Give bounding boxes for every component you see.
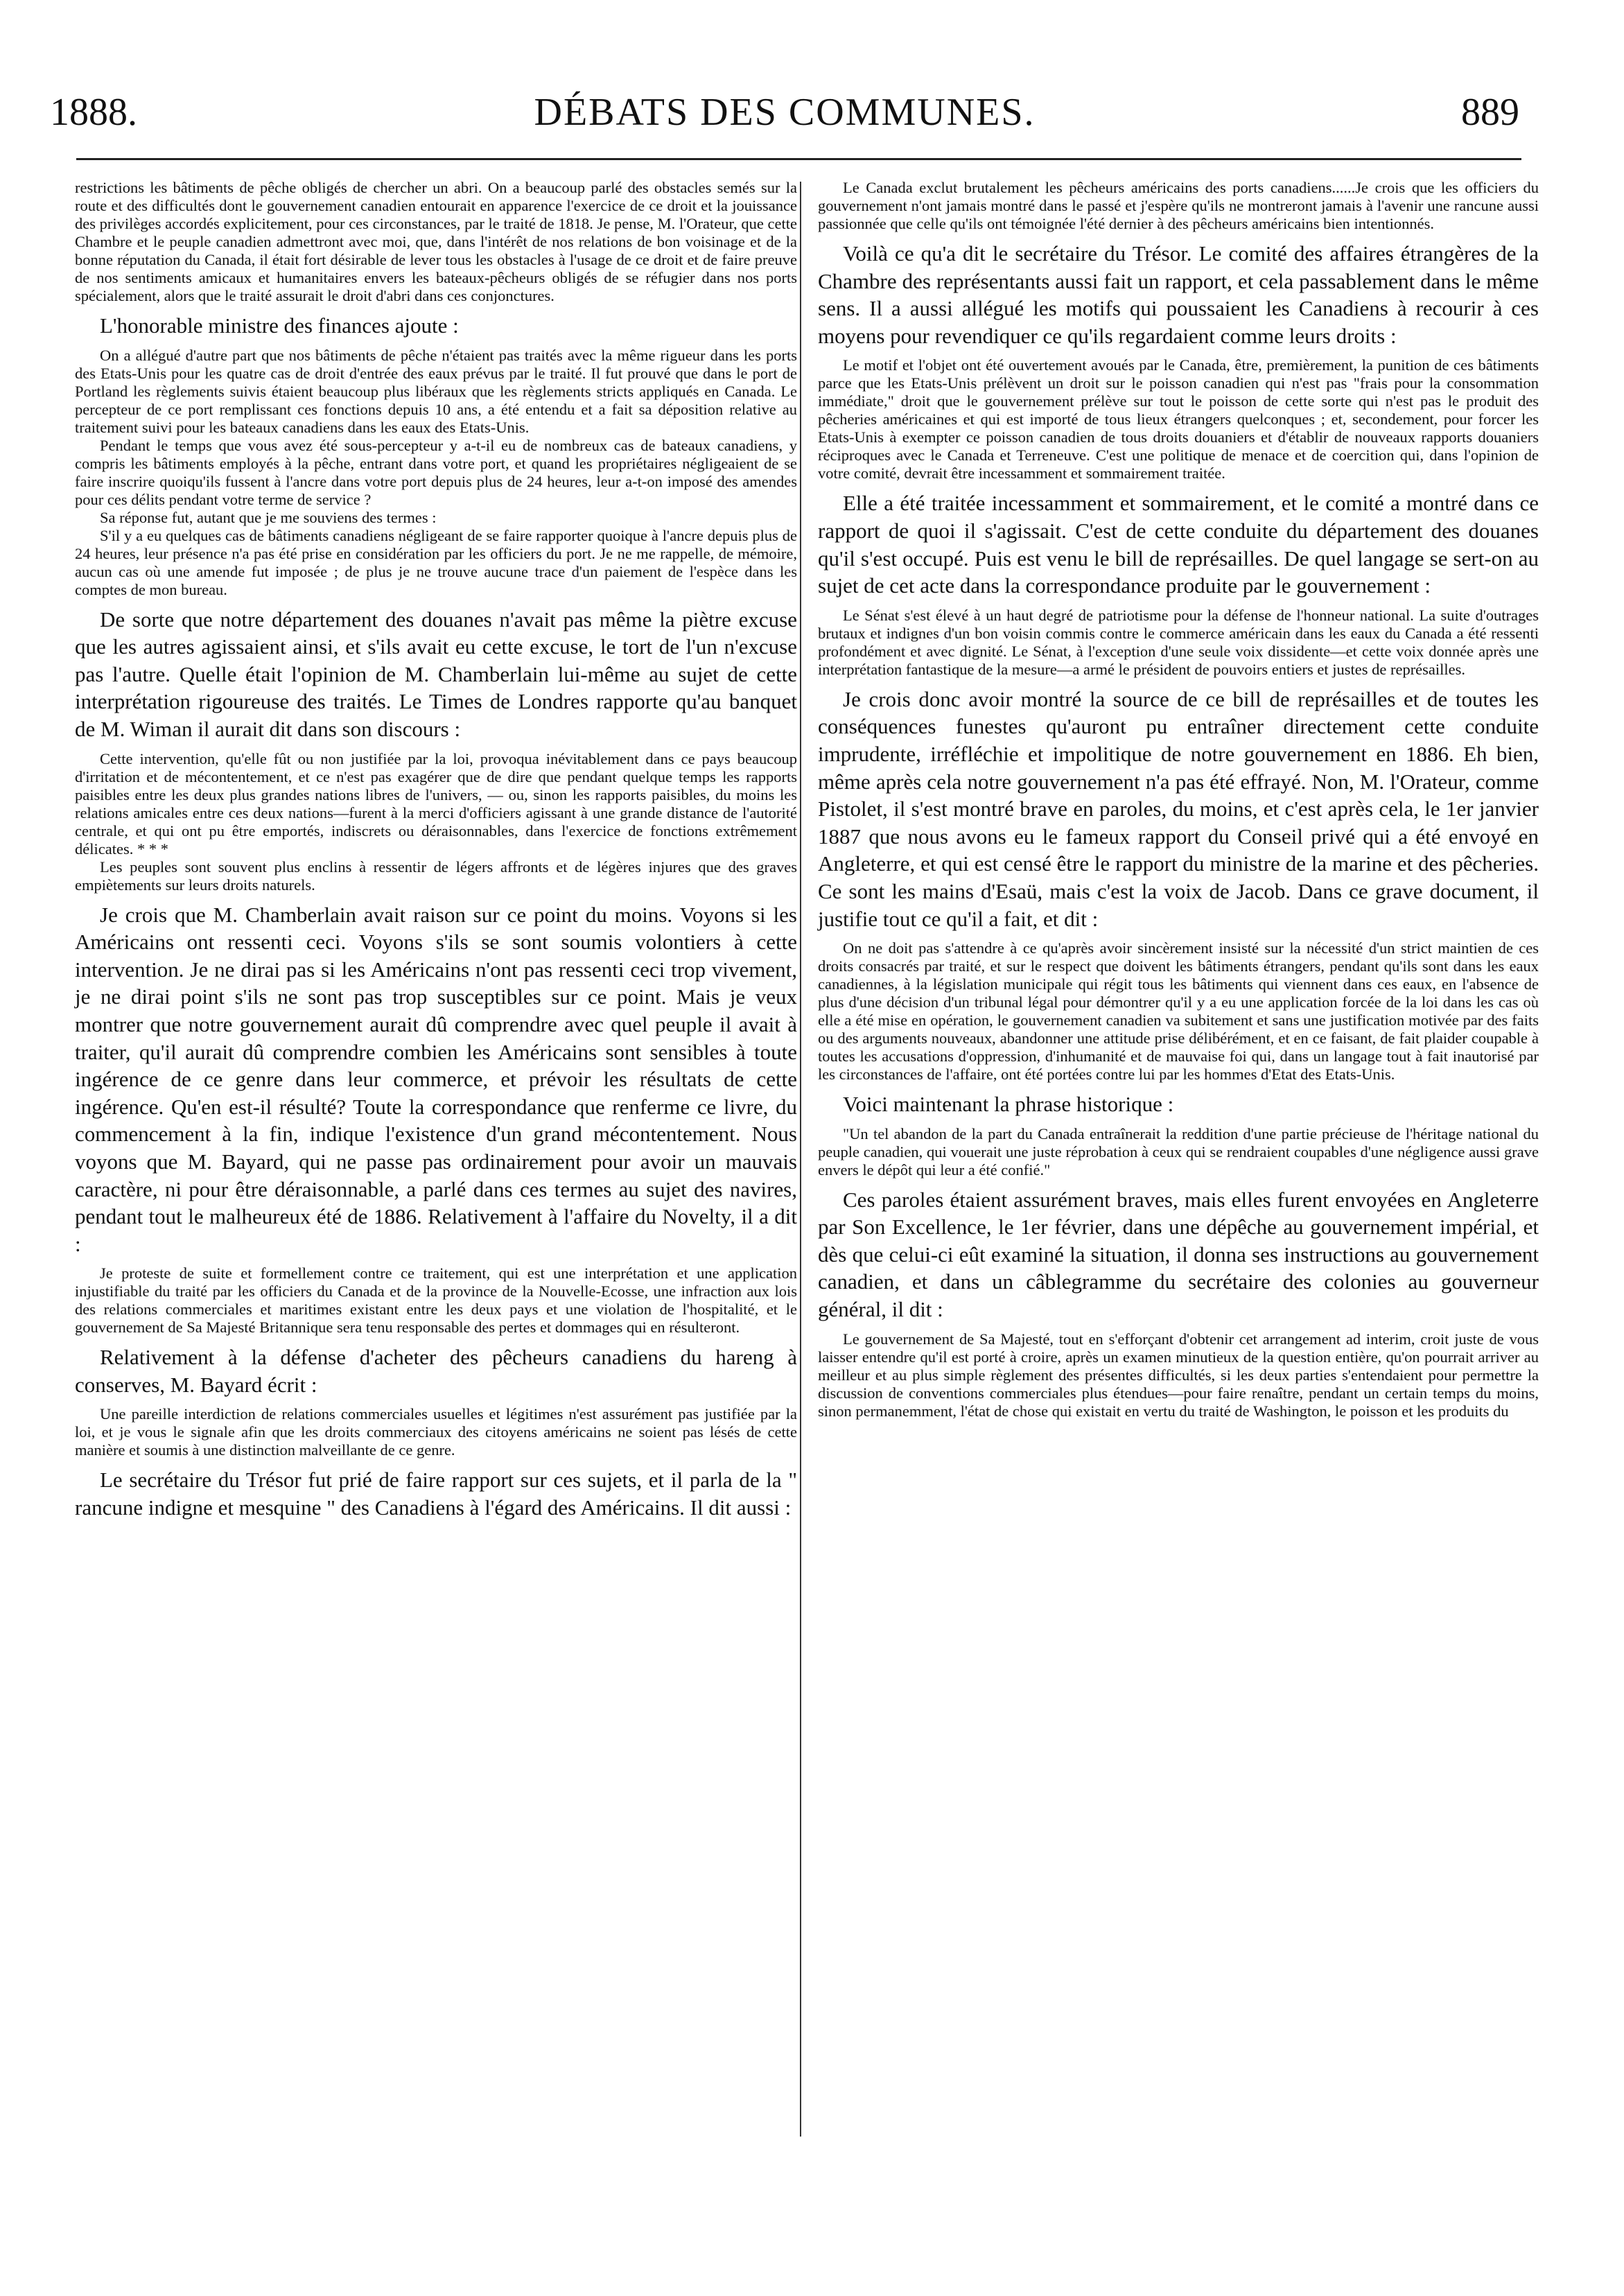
quote: Le motif et l'objet ont été ouvertement avoués par le Canada, être, premièrement, la punition de ces bâtiments parce que les Etats-Unis prélèvent un droit sur le poisson canadien qui n'est pas "frais pour la consommation immédiate," droit que le gouvernement prélève sur tout le poisson de cette sorte qui n'est pas le produit des pêcheries américaines et qui est importé de tous lieux étrangers quelconques ; et, secondement, pour forcer les Etats-Unis à exempter ce poisson canadien de tous droits douaniers et d'établir de nouveaux rapports douaniers réciproques avec le Canada et Terreneuve. C'est une politique de menace et de coercition qui, dans l'opinion de votre comité, devrait être incessamment et sommairement traitée.: [818, 356, 1539, 482]
paragraph: Ces paroles étaient assurément braves, mais elles furent envoyées en Angleterre par Son Excellence, le 1er février, dans une dépêche au gouvernement impérial, et dès que celui-ci eût examiné la situation, il donna ses instructions au gouvernement canadien, et dans un câblegramme du secrétaire des colonies au gouverneur général, il dit :: [818, 1187, 1539, 1322]
left-column: [75, 179, 797, 1522]
quote: S'il y a eu quelques cas de bâtiments canadiens négligeant de se faire rapporter quoique à l'ancre depuis plus de 24 heures, leur présence n'a pas été prise en considération par les officiers du port. Je ne me rappelle, de mémoire, aucun cas où une amende fut imposée ; de plus je ne trouve aucune trace d'un paiement de l'espèce dans les comptes de mon bureau.: [75, 526, 797, 598]
paragraph: Elle a été traitée incessamment et sommairement, et le comité a montré dans ce rapport de quoi il s'agissait. C'est de cette conduite du département des douanes qu'il s'est occupé. Puis est venu le bill de représailles. De quel langage se sert-on au sujet de cet acte dans la correspondance produite par le gouvernement :: [818, 491, 1539, 598]
paragraph: Voici maintenant la phrase historique :: [843, 1092, 1174, 1117]
quote: Je proteste de suite et formellement contre ce traitement, qui est une interprétation et une application injustifiable du traité par les officiers du Canada et de la province de la Nouvelle-Ecosse, une infraction aux lois des relations commerciales et maritimes existant entre les deux pays et une violation de l'hospitalité, et le gouvernement de Sa Majesté Britannique sera tenu responsable des pertes et dommages qui en résulteront.: [75, 1264, 797, 1337]
right-column: [818, 179, 1539, 1420]
header-title: DÉBATS DES COMMUNES.: [534, 91, 1036, 134]
paragraph: L'honorable ministre des finances ajoute :: [100, 313, 459, 338]
quote: Les peuples sont souvent plus enclins à ressentir de légers affronts et de légères injures que des graves empiètements sur leurs droits naturels.: [75, 858, 797, 894]
quote: Le Canada exclut brutalement les pêcheurs américains des ports canadiens......Je crois que les officiers du gouvernement n'ont jamais montré dans le passé et j'espère qu'ils ne montreront jamais à l'avenir une rancune aussi passionnée que celle qu'ils ont témoignée l'été dernier à des pêcheurs américains bien intentionnés.: [818, 179, 1539, 232]
quote: On a allégué d'autre part que nos bâtiments de pêche n'étaient pas traités avec la même rigueur dans les ports des Etats-Unis pour les quatre cas de droit d'entrée des eaux prévus par le traité. Il fut prouvé que dans le port de Portland les règlements suivis étaient beaucoup plus libéraux que les règlements stricts appliqués en Canada. Le percepteur de ce port remplissant ces fonctions depuis 10 ans, a été entendu et a fait sa déposition relative au traitement suivi pour les bateaux canadiens dans les eaux des Etats-Unis.: [75, 346, 797, 436]
quote: Le gouvernement de Sa Majesté, tout en s'efforçant d'obtenir cet arrangement ad interim, croit juste de vous laisser entendre qu'il est porté à croire, après un examen minutieux de la question entière, qu'on pourrait arriver au meilleur et au plus simple règlement des présentes difficultés, si les deux parties s'entendaient pour permettre la discussion de conventions commerciales plus étendues—pour faire renaître, pendant un certain temps du moins, sinon permanemment, l'état de chose qui existait en vertu du traité de Washington, le poisson et les produits du: [818, 1330, 1539, 1420]
quote: Cette intervention, qu'elle fût ou non justifiée par la loi, provoqua inévitablement dans ce pays beaucoup d'irritation et de mécontentement, et ce n'est pas exagérer que de dire que pendant quelque temps les rapports paisibles entre les deux plus grandes nations libres de l'univers, — ou, sinon les rapports paisibles, du moins les relations amicales entre ces deux nations—furent à la merci d'officiers agissant à une grande distance de l'autorité centrale, et qui ont pu être emportés, indiscrets ou déraisonnables, dans l'exercice de fonctions extrêmement délicates. * * *: [75, 749, 797, 858]
quote: Sa réponse fut, autant que je me souviens des termes :: [100, 508, 437, 526]
quote: Pendant le temps que vous avez été sous-percepteur y a-t-il eu de nombreux cas de bateaux canadiens, y compris les bâtiments employés à la pêche, entrant dans votre port, et quand les propriétaires négligeaient de se faire inscrire quoiqu'ils fussent à l'ancre dans votre port depuis plus de 24 heures, leur a-t-on imposé des amendes pour ces délits pendant votre terme de service ?: [75, 436, 797, 508]
running-head: [50, 85, 1519, 140]
column-divider: [800, 182, 801, 2137]
paragraph: Relativement à la défense d'acheter des pêcheurs canadiens du hareng à conserves, M. Bayard écrit :: [75, 1345, 797, 1397]
quote: On ne doit pas s'attendre à ce qu'après avoir sincèrement insisté sur la nécessité d'un strict maintien de ces droits consacrés par traité, et sur le respect que doivent les bâtiments étrangers, pendant qu'ils sont dans les eaux canadiennes, à la législation municipale qui régit tous les bâtiments qui viennent dans ces eaux, en l'absence de plus d'une décision d'un tribunal légal pour démontrer qu'il y a eu une application forcée de la loi dans les cas où elle a été mise en opération, le gouvernement canadien va subitement et sans une justification motivée par des faits ou des arguments nouveaux, abandonner une attitude prise délibérément, et en ce faisant, de fait plaider coupable à toutes les accusations d'oppression, d'inhumanité et de mauvaise foi qui, dans un langage tout à fait inautorisé par les circonstances de l'affaire, ont été portées contre lui par les hommes d'Etat des Etats-Unis.: [818, 939, 1539, 1084]
quote: Une pareille interdiction de relations commerciales usuelles et légitimes n'est assurément pas justifiée par la loi, et je vous le signale afin que les droits commerciaux des citoyens américains ne soient pas lésés de cette manière et soumis à une distinction malveillante de ce genre.: [75, 1405, 797, 1459]
paragraph: Voilà ce qu'a dit le secrétaire du Trésor. Le comité des affaires étrangères de la Chambre des représentants aussi fait un rapport, et cela passablement dans le même sens. Il a aussi allégué les motifs qui poussaient les Canadiens à recourir à ces moyens pour revendiquer ce qu'ils regardaient comme leurs droits :: [818, 241, 1539, 348]
quote: Le Sénat s'est élevé à un haut degré de patriotisme pour la défense de l'honneur national. La suite d'outrages brutaux et indignes d'un bon voisin commis contre le commerce américain dans les eaux du Canada a été ressenti profondément et avec dignité. Le Sénat, à l'exception d'une seule voix dissidente—et cette voix donnée après une interprétation fantastique de la mesure—a armé le président de pouvoirs entiers et justes de représailles.: [818, 606, 1539, 678]
header-page-number: 889: [1461, 91, 1519, 134]
quote: "Un tel abandon de la part du Canada entraînerait la reddition d'une partie précieuse de l'héritage national du peuple canadien, qui vouerait une juste réprobation à ceux qui se rendraient coupables d'une négligence aussi grave envers le dépôt qui leur a été confié.": [818, 1124, 1539, 1179]
paragraph: Le secrétaire du Trésor fut prié de faire rapport sur ces sujets, et il parla de la " rancune indigne et mesquine " des Canadiens à l'égard des Américains. Il dit aussi :: [75, 1468, 797, 1520]
paragraph: Je crois que M. Chamberlain avait raison sur ce point du moins. Voyons si les Américains ont ressenti ceci. Voyons s'ils se sont soumis volontiers à cette intervention. Je ne dirai pas si les Américains n'ont pas ressenti ceci trop vivement, je ne dirai point s'ils ne sont pas trop susceptibles sur ce point. Mais je veux montrer que notre gouvernement aurait dû comprendre avec quel peuple il avait à traiter, qu'il aurait dû comprendre combien les Américains sont sensibles à toute ingérence de ce genre dans leur commerce, et prévoir les résultats de cette ingérence. Qu'en est-il résulté? Toute la correspondance que renferme ce livre, du commencement à la fin, indique l'existence d'un grand mécontentement. Nous voyons que M. Bayard, qui ne passe pas ordinairement pour avoir un mauvais caractère, ni pour être déraisonnable, a parlé dans ces termes au sujet des navires, pendant tout le malheureux été de 1886. Relativement à l'affaire du Novelty, il a dit :: [75, 902, 797, 1256]
paragraph: restrictions les bâtiments de pêche obligés de chercher un abri. On a beaucoup parlé des obstacles semés sur la route et des difficultés dont le gouvernement canadien entourait en apparence l'exercice de ce droit et la jouissance des privilèges accordés explicitement, pour ces circonstances, par le traité de 1818. Je pense, M. l'Orateur, que cette Chambre et le peuple canadien admettront avec moi, que, dans l'intérêt de nos relations de bon voisinage et de la bonne réputation du Canada, il était fort désirable de lever tous les obstacles à l'usage de ce droit et de faire preuve de nos sentiments amicaux et humanitaires envers les bateaux-pêcheurs obligés de se réfugier dans nos ports spécialement, alors que le traité assurait le droit d'abri dans ces conjonctures.: [75, 179, 797, 304]
header-year: 1888.: [50, 91, 137, 134]
paragraph: De sorte que notre département des douanes n'avait pas même la piètre excuse que les autres agissaient ainsi, et s'ils avait eu cette excuse, le tort de l'un n'excuse pas l'autre. Quelle était l'opinion de M. Chamberlain lui-même au sujet de cette interprétation rigoureuse des traités. Le Times de Londres rapporte qu'au banquet de M. Wiman il aurait dit dans son discours :: [75, 607, 797, 741]
paragraph: Je crois donc avoir montré la source de ce bill de représailles et de toutes les conséquences funestes qu'auront pu entraîner directement cette conduite imprudente, irréfléchie et impolitique de notre gouvernement en 1886. Eh bien, même après cela notre gouvernement n'a pas été effrayé. Non, M. l'Orateur, comme Pistolet, il s'est montré brave en paroles, du moins, et c'est après cela, le 1er janvier 1887 que nous avons eu le fameux rapport du Conseil privé qui a été envoyé en Angleterre, et qui est censé être le rapport du ministre de la marine et des pêcheries. Ce sont les mains d'Esaü, mais c'est la voix de Jacob. Dans ce grave document, il justifie tout ce qu'il a fait, et dit :: [818, 686, 1539, 931]
header-rule: [76, 158, 1521, 160]
